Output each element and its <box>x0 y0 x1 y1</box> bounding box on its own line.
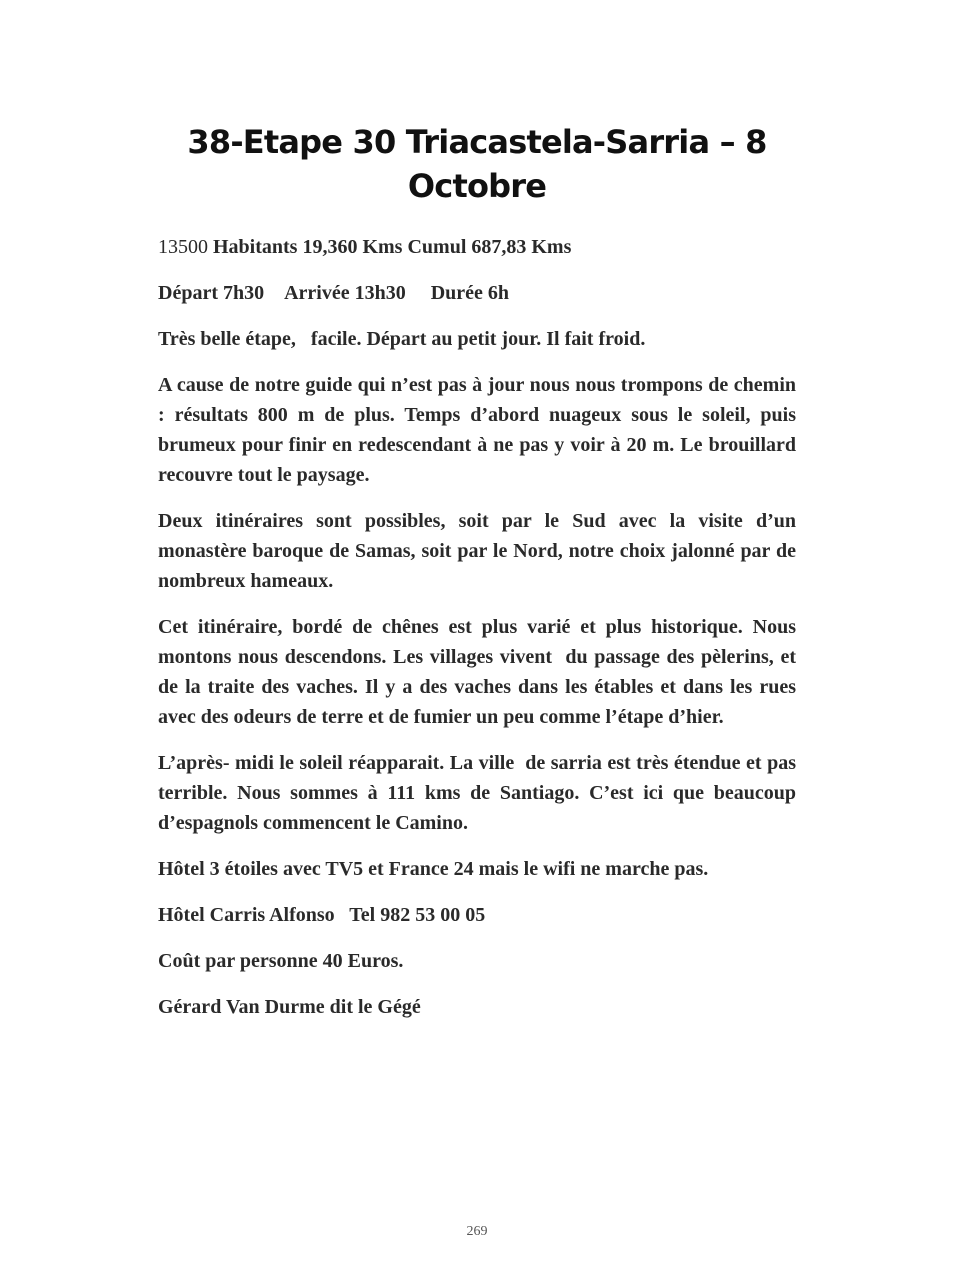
paragraph: L’après- midi le soleil réapparait. La ville de sarria est très étendue et pas terrible. Nous sommes à 111 kms de Santiago. C’est ici que beaucoup d’espagnols commencent le Camino. <box>158 752 796 834</box>
distance-value: 19,360 Kms <box>302 236 403 258</box>
paragraph: Très belle étape, facile. Départ au petit jour. Il fait froid. <box>158 328 646 350</box>
stats-line <box>158 232 796 262</box>
schedule-line: Départ 7h30 Arrivée 13h30 Durée 6h <box>158 282 510 304</box>
cumul-label: Cumul <box>407 236 467 258</box>
population-value: 13500 <box>158 236 208 258</box>
population-label: Habitants <box>213 236 298 258</box>
paragraph: Cet itinéraire, bordé de chênes est plus varié et plus historique. Nous montons nous descendons. Les villages vivent du passage des pèlerins, et de la traite des vaches. Il y a des vaches dans les étables et dans les rues avec des odeurs de terre et de fumier un peu comme l’étape d’hier. <box>158 616 796 728</box>
cost-line: Coût par personne 40 Euros. <box>158 950 404 972</box>
paragraph: Deux itinéraires sont possibles, soit par le Sud avec la visite d’un monastère baroque de Samas, soit par le Nord, notre choix jalonné par de nombreux hameaux. <box>158 510 796 592</box>
paragraph: Hôtel 3 étoiles avec TV5 et France 24 mais le wifi ne marche pas. <box>158 858 709 880</box>
hotel-line: Hôtel Carris Alfonso Tel 982 53 00 05 <box>158 904 486 926</box>
cumul-value: 687,83 Kms <box>471 236 572 258</box>
page-title: 38-Etape 30 Triacastela-Sarria – 8 Octobre <box>187 123 767 205</box>
document-body <box>158 232 796 1038</box>
paragraph: A cause de notre guide qui n’est pas à jour nous nous trompons de chemin : résultats 800 m de plus. Temps d’abord nuageux sous le soleil, puis brumeux pour finir en redescendant à ne pas y voir à 20 m. Le brouillard recouvre tout le paysage. <box>158 374 796 486</box>
page-number: 269 <box>466 1224 488 1239</box>
author-signature: Gérard Van Durme dit le Gégé <box>158 996 421 1018</box>
